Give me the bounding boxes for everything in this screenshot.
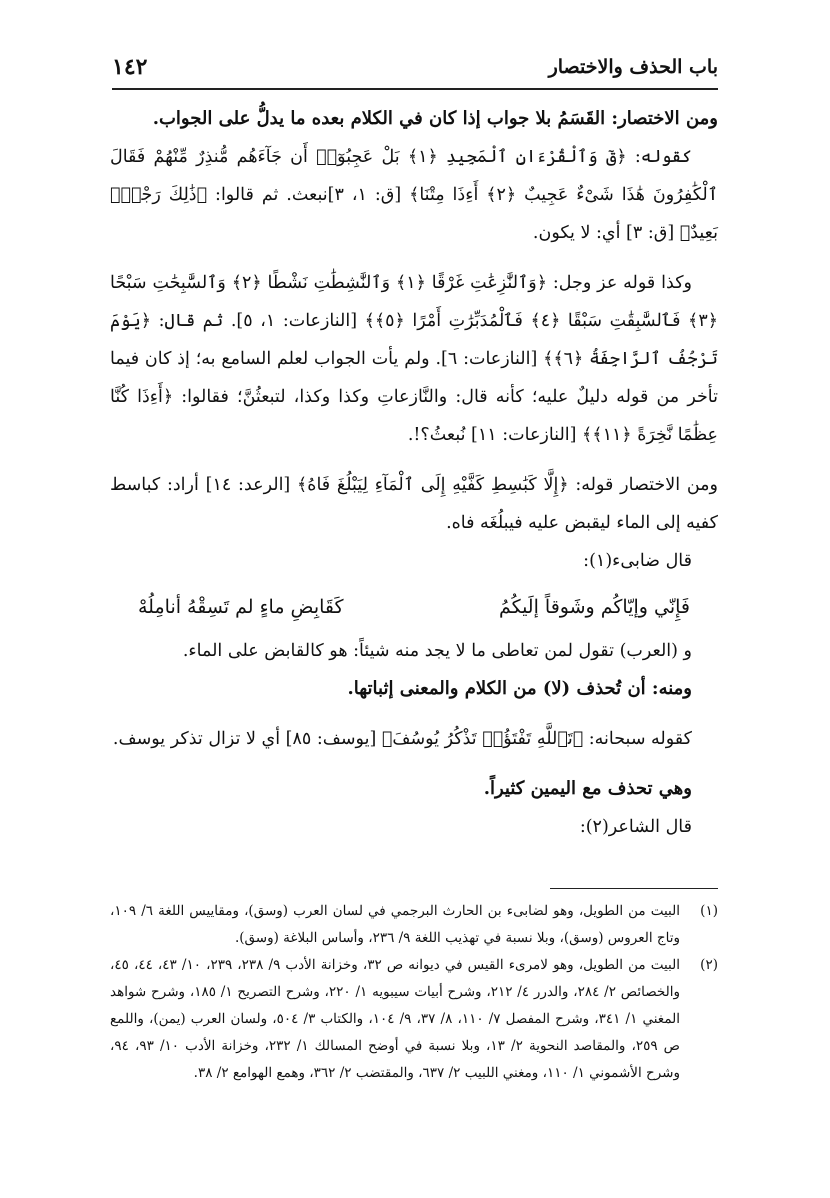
paragraph-heading-brevity: ومن الاختصار قوله: ﴿إِلَّا كَبَٰسِطِ كَفَّيْهِ إِلَى ٱلْمَآءِ لِيَبْلُغَ فَاهُ﴾ [الرعد: ١٤] أراد: كباسط كفيه إلى الماء ليقبض عليه فيبلُغَه فاه. — [110, 475, 718, 533]
poet-attribution-1: قال ضابىء(١): — [583, 551, 692, 571]
footnote-separator — [550, 888, 718, 889]
footnote-2 — [110, 952, 718, 1087]
verse-second-hemistich: كَقَابِضِ ماءٍ لم تَسِقْهُ أنامِلُهْ — [138, 596, 344, 618]
page-number: ١٤٢ — [112, 54, 148, 80]
footnotes — [110, 898, 718, 1087]
footnote-number: (٢) — [700, 957, 718, 973]
footnote-1 — [110, 898, 718, 952]
chapter-title: باب الحذف والاختصار — [548, 56, 718, 78]
verse-first-hemistich: فَإِنّي وإيّاكُم وشَوقاً إلَيكُمُ — [498, 596, 690, 618]
poetry-verse — [110, 588, 718, 626]
paragraph-oath-note: وهي تحذف مع اليمين كثيراً. — [483, 778, 692, 799]
footnote-text: البيت من الطويل، وهو لضابىء بن الحارث البرجمي في لسان العرب (وسق)، ومقاييس اللغة ٦/ ١٠٩، وتاج العروس (وسق)، وبلا نسبة في تهذيب اللغة ٩/ ٢٣٦، وأساس البلاغة (وسق). — [110, 903, 680, 946]
paragraph-example-yusuf: كقوله سبحانه: ﴿تَٱللَّهِ تَفْتَؤُا۟ تَذْكُرُ يُوسُفَ﴾ [يوسف: ٨٥] أي لا تزال تذكر يوسف. — [112, 729, 692, 749]
poet-attribution-2: قال الشاعر(٢): — [579, 817, 692, 837]
main-text — [110, 100, 718, 846]
paragraph-heading-oath: ومن الاختصار: القَسَمُ بلا جواب إذا كان في الكلام بعده ما يدلُّ على الجواب. — [152, 108, 718, 129]
paragraph-example-qaf: كقوله: ﴿قٓ وَٱلْقُرْءَانِ ٱلْمَجِيدِ ﴿١﴾ بَلْ عَجِبُوٓا۟ أَن جَآءَهُم مُّنذِرٌ مِّنْهُمْ فَقَالَ ٱلْكَٰفِرُونَ هَٰذَا شَىْءٌ عَجِيبٌ ﴿٢﴾ أَءِذَا مِتْنَا﴾ [ق: ١، ٣]نبعث. ثم قالوا: ﴿ذَٰلِكَ رَجْعٌۢ بَعِيدٌ﴾ [ق: ٣] أي: لا يكون. — [110, 147, 718, 243]
paragraph-proverb: و (العرب) تقول لمن تعاطى ما لا يجد منه شيئاً: هو كالقابض على الماء. — [182, 641, 692, 661]
page-header — [112, 52, 718, 90]
footnote-number: (١) — [700, 903, 718, 919]
paragraph-example-naziat: وكذا قوله عز وجل: ﴿وَٱلنَّٰزِعَٰتِ غَرْقًا ﴿١﴾ وَٱلنَّٰشِطَٰتِ نَشْطًا ﴿٢﴾ وَٱلسَّٰبِحَٰتِ سَبْحًا ﴿٣﴾ فَٱلسَّٰبِقَٰتِ سَبْقًا ﴿٤﴾ فَٱلْمُدَبِّرَٰتِ أَمْرًا ﴿٥﴾﴾ [النازعات: ١، ٥]. ثم قال: ﴿يَوْمَ تَرْجُفُ ٱلرَّاجِفَةُ ﴿٦﴾﴾ [النازعات: ٦]. ولم يأت الجواب لعلم السامع به؛ إذ كان فيما تأخر من قوله دليلٌ عليه؛ كأنه قال: والنَّازعاتِ وكذا وكذا، لتبعثُنَّ؛ فقالوا: ﴿أَءِذَا كُنَّا عِظَٰمًا نَّخِرَةً ﴿١١﴾﴾ [النازعات: ١١] نُبعثُ؟!. — [110, 273, 718, 445]
paragraph-heading-omission-la: ومنه: أن تُحذف (لا) من الكلام والمعنى إثباتها. — [347, 678, 692, 699]
footnote-text: البيت من الطويل، وهو لامرىء القيس في ديوانه ص ٣٢، وخزانة الأدب ٩/ ٢٣٨، ٢٣٩، ١٠/ ٤٣، ٤٤، ٤٥، والخصائص ٢/ ٢٨٤، والدرر ٤/ ٢١٢، وشرح أبيات سيبويه ١/ ٢٢٠، وشرح التصريح ١/ ١٨٥، وشرح شواهد المغني ١/ ٣٤١، وشرح المفصل ٧/ ١١٠، ٨/ ٣٧، ٩/ ١٠٤، والكتاب ٣/ ٥٠٤، ولسان العرب (يمن)، واللمع ص ٢٥٩، والمقاصد النحوية ٢/ ١٣، وبلا نسبة في أوضح المسالك ١/ ٢٣٢، وخزانة الأدب ١٠/ ٩٣، ٩٤، وشرح الأشموني ١/ ١١٠، ومغني اللبيب ٢/ ٦٣٧، والمقتضب ٢/ ٣٦٢، وهمع الهوامع ٢/ ٣٨. — [110, 957, 681, 1081]
